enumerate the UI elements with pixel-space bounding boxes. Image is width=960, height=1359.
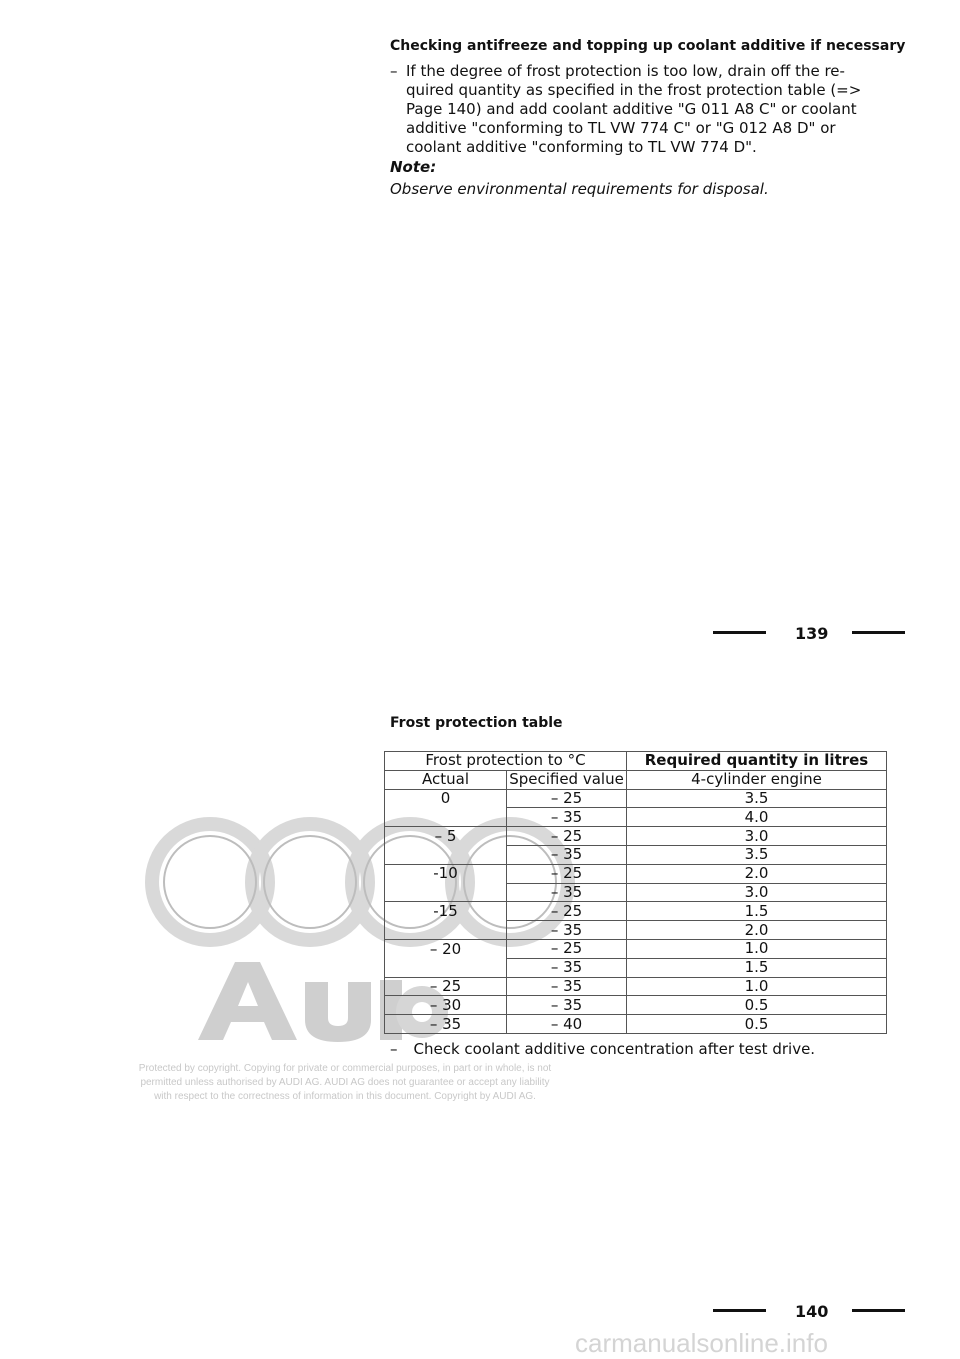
cell-quantity: 3.5: [627, 845, 887, 864]
header-actual: Actual: [385, 770, 507, 789]
header-engine: 4-cylinder engine: [627, 770, 887, 789]
section-title: Checking antifreeze and topping up coolant additive if necessary: [390, 38, 906, 54]
table-row: [385, 902, 887, 921]
table-title: Frost protection table: [390, 715, 563, 731]
table-row: [385, 789, 887, 808]
cell-specified: – 35: [507, 996, 627, 1015]
cell-quantity: 0.5: [627, 996, 887, 1015]
cell-actual: [385, 921, 507, 940]
cell-actual: -15: [385, 902, 507, 921]
cell-specified: – 25: [507, 864, 627, 883]
page-rule-right: [852, 631, 905, 634]
table-header-row: [385, 752, 887, 771]
bullet-dash: –: [390, 62, 398, 80]
site-watermark: carmanualsonline.info: [575, 1328, 828, 1358]
cell-specified: – 35: [507, 921, 627, 940]
header-required-quantity: Required quantity in litres: [627, 752, 887, 771]
instruction-paragraph: [390, 62, 880, 157]
cell-quantity: 1.0: [627, 977, 887, 996]
cell-actual: [385, 883, 507, 902]
header-specified: Specified value: [507, 770, 627, 789]
cell-specified: – 40: [507, 1015, 627, 1034]
bullet-dash: –: [390, 1040, 398, 1058]
page-number: 139: [795, 624, 829, 643]
table-row: [385, 883, 887, 902]
cell-actual: 0: [385, 789, 507, 808]
page-rule-left: [713, 1309, 766, 1312]
cell-quantity: 3.5: [627, 789, 887, 808]
cell-specified: – 35: [507, 958, 627, 977]
table-row: [385, 939, 887, 958]
cell-specified: – 25: [507, 902, 627, 921]
cell-quantity: 3.0: [627, 827, 887, 846]
header-frost-protection: Frost protection to °C: [385, 752, 627, 771]
cell-actual: – 30: [385, 996, 507, 1015]
cell-quantity: 1.5: [627, 958, 887, 977]
copyright-line: with respect to the correctness of information in this document. Copyright by AUDI AG.: [154, 1091, 536, 1102]
copyright-notice: [100, 1062, 590, 1104]
cell-actual: – 35: [385, 1015, 507, 1034]
cell-specified: – 35: [507, 808, 627, 827]
after-test-drive-instruction: [390, 1040, 815, 1058]
table-row: [385, 1015, 887, 1034]
table-row: [385, 996, 887, 1015]
cell-specified: – 25: [507, 827, 627, 846]
page-rule-right: [852, 1309, 905, 1312]
table-subheader-row: [385, 770, 887, 789]
table-row: [385, 808, 887, 827]
cell-actual: – 5: [385, 827, 507, 846]
copyright-line: Protected by copyright. Copying for private or commercial purposes, in part or in whole, is not: [138, 1063, 552, 1074]
frost-protection-table: [384, 751, 887, 1034]
cell-actual: -10: [385, 864, 507, 883]
cell-quantity: 1.0: [627, 939, 887, 958]
cell-actual: [385, 958, 507, 977]
cell-specified: – 35: [507, 883, 627, 902]
table-row: [385, 827, 887, 846]
table-row: [385, 845, 887, 864]
cell-quantity: 4.0: [627, 808, 887, 827]
cell-actual: [385, 808, 507, 827]
instruction-text: If the degree of frost protection is too low, drain off the re-quired quantity as specified in the frost protection table (=> Page 140) and add coolant additive "G 011 A8 C" or coolant additive "conforming to TL VW 774 C" or "G 012 A8 D" or coolant additive "conforming to TL VW 774 D".: [406, 62, 862, 156]
cell-actual: – 20: [385, 939, 507, 958]
instruction-text: Check coolant additive concentration after test drive.: [413, 1040, 816, 1058]
cell-actual: – 25: [385, 977, 507, 996]
table-row: [385, 977, 887, 996]
cell-specified: – 25: [507, 789, 627, 808]
cell-specified: – 35: [507, 845, 627, 864]
note-label: Note:: [390, 158, 437, 176]
cell-quantity: 0.5: [627, 1015, 887, 1034]
cell-specified: – 25: [507, 939, 627, 958]
page-rule-left: [713, 631, 766, 634]
note-text: Observe environmental requirements for disposal.: [390, 180, 769, 198]
table-row: [385, 958, 887, 977]
cell-quantity: 2.0: [627, 921, 887, 940]
cell-actual: [385, 845, 507, 864]
cell-quantity: 1.5: [627, 902, 887, 921]
table-row: [385, 864, 887, 883]
table-row: [385, 921, 887, 940]
page-number: 140: [795, 1302, 829, 1321]
copyright-line: permitted unless authorised by AUDI AG. AUDI AG does not guarantee or accept any liability: [140, 1077, 550, 1088]
cell-quantity: 3.0: [627, 883, 887, 902]
cell-specified: – 35: [507, 977, 627, 996]
cell-quantity: 2.0: [627, 864, 887, 883]
